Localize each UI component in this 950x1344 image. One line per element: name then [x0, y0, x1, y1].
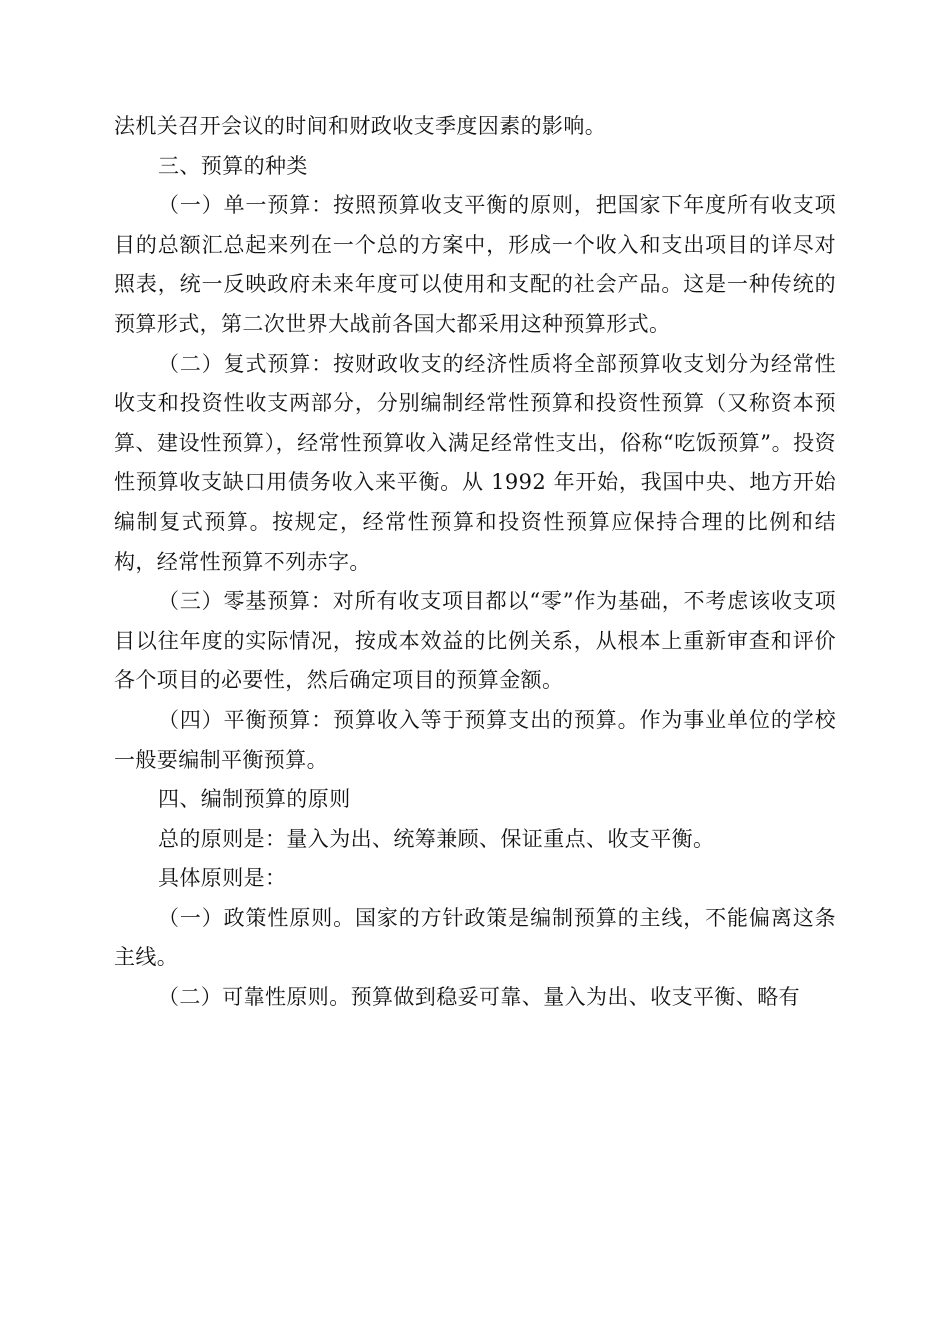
- section-heading-budget-types: 三、预算的种类: [158, 153, 308, 178]
- paragraph-single-budget: （一）单一预算：按照预算收支平衡的原则，把国家下年度所有收支项目的总额汇总起来列在一个总的方案中，形成一个收入和支出项目的详尽对照表，统一反映政府未来年度可以使用和支配的社会产品。这是一种传统的预算形式，第二次世界大战前各国大都采用这种预算形式。: [114, 193, 836, 336]
- document-body: [114, 107, 836, 1018]
- paragraph-zero-based-budget: （三）零基预算：对所有收支项目都以“零”作为基础，不考虑该收支项目以往年度的实际情况，按成本效益的比例关系，从根本上重新审查和评价各个项目的必要性，然后确定项目的预算金额。: [114, 589, 836, 693]
- paragraph-dual-budget: （二）复式预算：按财政收支的经济性质将全部预算收支划分为经常性收支和投资性收支两部分，分别编制经常性预算和投资性预算（又称资本预算、建设性预算），经常性预算收入满足经常性支出，俗称“吃饭预算”。投资性预算收支缺口用债务收入来平衡。从 1992 年开始，我国中央、地方开始编制复式预算。按规定，经常性预算和投资性预算应保持合理的比例和结构，经常性预算不列赤字。: [114, 351, 836, 574]
- section-heading-budget-principles: 四、编制预算的原则: [158, 787, 351, 812]
- paragraph-reliability-principle: （二）可靠性原则。预算做到稳妥可靠、量入为出、收支平衡、略有: [158, 985, 800, 1010]
- paragraph-specific-principles-intro: 具体原则是：: [158, 866, 287, 891]
- paragraph-balanced-budget: （四）平衡预算：预算收入等于预算支出的预算。作为事业单位的学校一般要编制平衡预算。: [114, 707, 836, 772]
- paragraph-continuation: 法机关召开会议的时间和财政收支季度因素的影响。: [114, 114, 607, 138]
- paragraph-general-principle: 总的原则是：量入为出、统筹兼顾、保证重点、收支平衡。: [158, 826, 715, 851]
- paragraph-policy-principle: （一）政策性原则。国家的方针政策是编制预算的主线，不能偏离这条主线。: [114, 905, 836, 970]
